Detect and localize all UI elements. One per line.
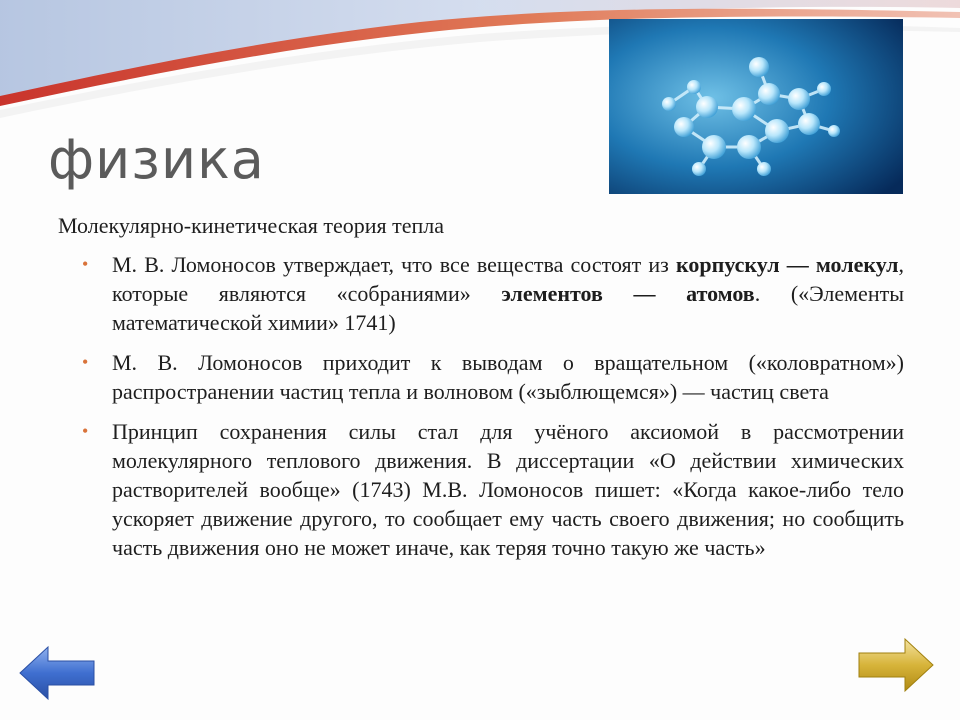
bullet-list [78,250,904,573]
bullet-item [78,417,904,562]
slide-subtitle: Молекулярно-кинетическая теория тепла [58,213,445,238]
bullet-marker: • [82,421,89,441]
bullet-text: . («Элементы математической химии» 1741) [112,281,904,335]
molecule-image [609,19,903,194]
slide-title: физика [48,128,265,191]
next-slide-button[interactable] [857,637,935,693]
bullet-text: , которые являются «собраниями» [112,252,905,306]
arrow-right-icon [859,639,933,691]
bullet-bold-text: элементов — атомов [501,281,755,306]
arrow-left-icon [20,647,94,699]
bullet-text: Принцип сохранения силы стал для учёного аксиомой в рассмотрении молекулярного теплового движения. В диссертации «О действии химических растворителей вообще» (1743) М.В. Ломоносов пишет: «Когда какое-либо тело ускоряет движение другого, то сообщает ему часть своего движения; но сообщить часть движения оно не может иначе, как теряя точно такую же часть» [112,419,904,560]
bullet-text: М. В. Ломоносов утверждает, что все вещества состоят из [112,252,677,277]
bullet-text: М. В. Ломоносов приходит к выводам о вращательном («коловратном») распространении частиц тепла и волновом («зыблющемся») — частиц света [112,350,904,404]
bullet-bold-text: корпускул — молекул [676,252,899,277]
bullet-marker: • [82,352,89,372]
bullet-marker: • [82,254,89,274]
prev-slide-button[interactable] [18,645,96,701]
bullet-item [78,250,904,337]
bullet-item [78,348,904,406]
